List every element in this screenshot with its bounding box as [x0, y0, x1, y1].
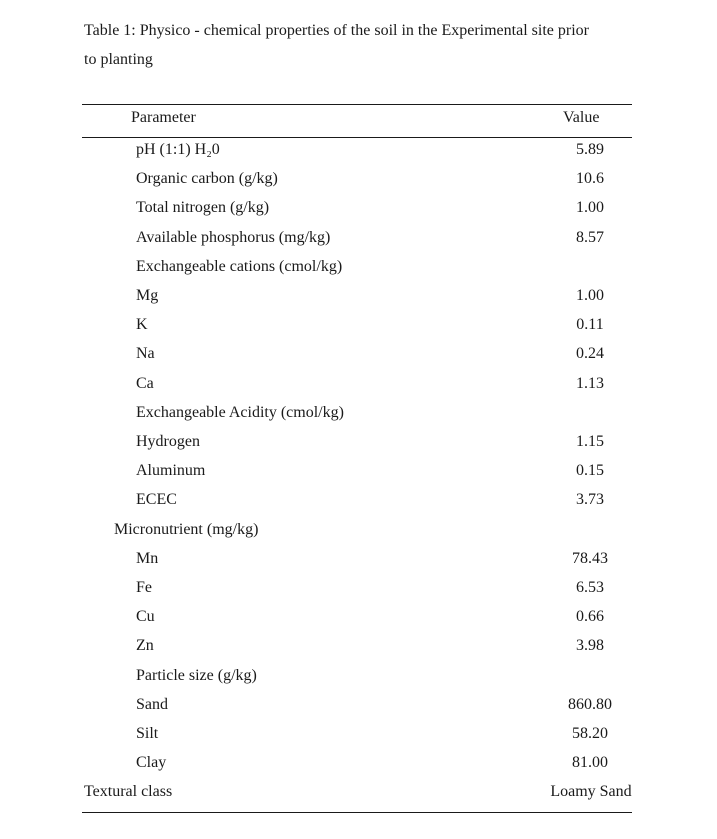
row-parameter: Aluminum [136, 462, 206, 480]
row-value: 10.6 [576, 170, 604, 188]
row-value: 5.89 [576, 141, 604, 158]
table-caption [84, 16, 644, 74]
row-parameter: K [136, 316, 148, 334]
row-parameter: Total nitrogen (g/kg) [136, 199, 270, 217]
header-value: Value [563, 109, 600, 126]
row-value: Loamy Sand [550, 783, 632, 801]
table-row [0, 140, 717, 169]
row-parameter: pH (1:1) H₂0 [136, 141, 220, 158]
table-row [0, 403, 717, 432]
row-value: 860.80 [568, 695, 612, 713]
row-value: 8.57 [576, 228, 604, 246]
caption-line-1: Table 1: Physico - chemical properties of the soil in the Experimental site prior [84, 22, 589, 39]
table-row [0, 432, 717, 461]
table-row [0, 169, 717, 198]
table-row [0, 344, 717, 373]
row-value: 81.00 [572, 754, 608, 772]
table-row [0, 578, 717, 607]
table-row [0, 461, 717, 490]
row-parameter: Clay [136, 754, 167, 772]
row-value: 0.24 [576, 345, 604, 363]
table-row [0, 520, 717, 549]
caption-line-2: to planting [84, 51, 153, 68]
row-value: 0.11 [576, 316, 604, 334]
row-parameter: Mn [136, 549, 159, 567]
table-row [0, 724, 717, 753]
row-parameter: Silt [136, 725, 159, 742]
row-parameter: Available phosphorus (mg/kg) [136, 228, 331, 246]
row-parameter: Exchangeable cations (cmol/kg) [136, 257, 343, 275]
table-row [0, 228, 717, 257]
table-header-rule [82, 137, 632, 138]
row-parameter: ECEC [136, 491, 177, 509]
row-value: 1.00 [576, 199, 604, 217]
row-parameter: Cu [136, 608, 155, 626]
row-value: 1.13 [576, 374, 604, 392]
row-value: 1.15 [576, 433, 604, 450]
row-value: 3.73 [576, 491, 604, 509]
table-row [0, 753, 717, 782]
table-bottom-rule [82, 812, 632, 813]
table-row [0, 636, 717, 665]
row-parameter: Fe [136, 579, 152, 596]
table-row [0, 782, 717, 811]
table-row [0, 549, 717, 578]
row-parameter: Micronutrient (mg/kg) [114, 520, 259, 538]
row-parameter: Na [136, 345, 155, 363]
row-parameter: Mg [136, 287, 159, 304]
row-value: 78.43 [572, 549, 608, 567]
table-row [0, 607, 717, 636]
row-value: 6.53 [576, 579, 604, 596]
row-parameter: Exchangeable Acidity (cmol/kg) [136, 403, 344, 421]
table-row [0, 666, 717, 695]
row-parameter: Particle size (g/kg) [136, 666, 257, 684]
row-parameter: Sand [136, 695, 168, 713]
header-parameter: Parameter [131, 109, 196, 126]
row-parameter: Zn [136, 637, 154, 655]
row-value: 1.00 [576, 287, 604, 304]
row-parameter: Textural class [84, 783, 173, 801]
row-value: 3.98 [576, 637, 604, 655]
table-row [0, 198, 717, 227]
table-row [0, 695, 717, 724]
table-row [0, 286, 717, 315]
table-row [0, 315, 717, 344]
row-parameter: Organic carbon (g/kg) [136, 170, 278, 188]
row-parameter: Ca [136, 374, 154, 392]
table-top-rule [82, 104, 632, 105]
row-value: 58.20 [572, 725, 608, 742]
table-row [0, 257, 717, 286]
row-value: 0.66 [576, 608, 604, 626]
row-value: 0.15 [576, 462, 604, 480]
table-row [0, 490, 717, 519]
table-row [0, 374, 717, 403]
row-parameter: Hydrogen [136, 433, 200, 450]
